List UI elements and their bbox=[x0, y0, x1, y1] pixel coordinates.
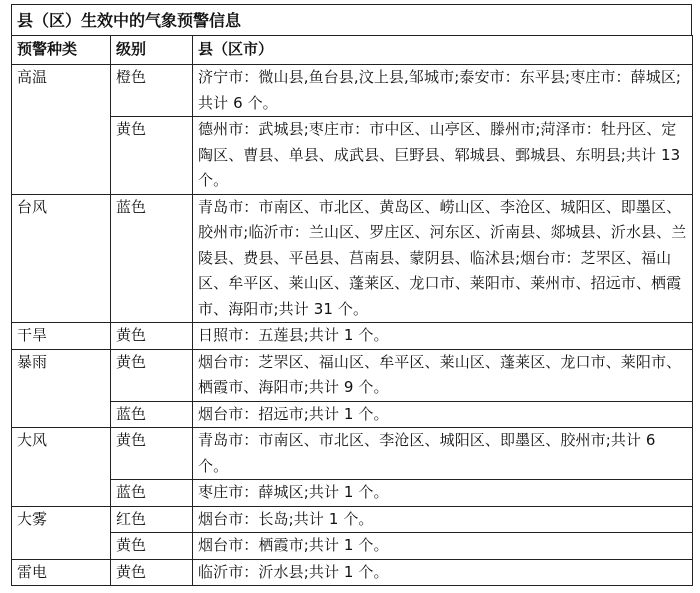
warning-type-cell: 台风 bbox=[12, 194, 111, 323]
warning-type-cell: 干旱 bbox=[12, 323, 111, 350]
county-cell: 济宁市：微山县,鱼台县,汶上县,邹城市;泰安市：东平县;枣庄市：薛城区;共计 6 个。 bbox=[193, 65, 693, 117]
level-cell: 黄色 bbox=[111, 533, 193, 560]
table-title: 县（区）生效中的气象预警信息 bbox=[11, 4, 692, 35]
table-row bbox=[12, 323, 693, 350]
county-cell: 青岛市：市南区、市北区、黄岛区、崂山区、李沧区、城阳区、即墨区、胶州市;临沂市：兰山区、罗庄区、河东区、沂南县、郯城县、沂水县、兰陵县、费县、平邑县、莒南县、蒙阴县、临沭县;烟台市：芝罘区、福山区、牟平区、莱山区、蓬莱区、龙口市、莱阳市、莱州市、招远市、栖霞市、海阳市;共计 31 个。 bbox=[193, 194, 693, 323]
county-cell: 烟台市：招远市;共计 1 个。 bbox=[193, 401, 693, 428]
warning-type-cell: 大风 bbox=[12, 428, 111, 507]
warning-type-cell: 暴雨 bbox=[12, 349, 111, 428]
county-cell: 临沂市：沂水县;共计 1 个。 bbox=[193, 559, 693, 586]
county-cell: 日照市：五莲县;共计 1 个。 bbox=[193, 323, 693, 350]
table-row bbox=[12, 533, 693, 560]
table-row bbox=[12, 559, 693, 586]
county-cell: 烟台市：栖霞市;共计 1 个。 bbox=[193, 533, 693, 560]
level-cell: 黄色 bbox=[111, 117, 193, 195]
table-row bbox=[12, 65, 693, 117]
level-cell: 蓝色 bbox=[111, 401, 193, 428]
level-cell: 蓝色 bbox=[111, 480, 193, 507]
level-cell: 红色 bbox=[111, 506, 193, 533]
warning-table bbox=[11, 35, 693, 586]
level-cell: 黄色 bbox=[111, 323, 193, 350]
county-cell: 烟台市：长岛;共计 1 个。 bbox=[193, 506, 693, 533]
header-county: 县（区市） bbox=[193, 36, 693, 65]
table-row bbox=[12, 428, 693, 480]
table-row bbox=[12, 401, 693, 428]
header-level: 级别 bbox=[111, 36, 193, 65]
warning-type-cell: 高温 bbox=[12, 65, 111, 195]
county-cell: 烟台市：芝罘区、福山区、牟平区、莱山区、蓬莱区、龙口市、莱阳市、栖霞市、海阳市;共计 9 个。 bbox=[193, 349, 693, 401]
warning-type-cell: 大雾 bbox=[12, 506, 111, 559]
county-cell: 青岛市：市南区、市北区、李沧区、城阳区、即墨区、胶州市;共计 6 个。 bbox=[193, 428, 693, 480]
level-cell: 黄色 bbox=[111, 349, 193, 401]
warning-table-container bbox=[11, 4, 692, 586]
county-cell: 德州市：武城县;枣庄市：市中区、山亭区、滕州市;菏泽市：牡丹区、定陶区、曹县、单县、成武县、巨野县、郓城县、鄄城县、东明县;共计 13 个。 bbox=[193, 117, 693, 195]
county-cell: 枣庄市：薛城区;共计 1 个。 bbox=[193, 480, 693, 507]
table-row bbox=[12, 506, 693, 533]
level-cell: 黄色 bbox=[111, 428, 193, 480]
header-row bbox=[12, 36, 693, 65]
table-row bbox=[12, 117, 693, 195]
level-cell: 蓝色 bbox=[111, 194, 193, 323]
header-warning-type: 预警种类 bbox=[12, 36, 111, 65]
table-row bbox=[12, 480, 693, 507]
level-cell: 黄色 bbox=[111, 559, 193, 586]
warning-type-cell: 雷电 bbox=[12, 559, 111, 586]
level-cell: 橙色 bbox=[111, 65, 193, 117]
table-row bbox=[12, 349, 693, 401]
table-row bbox=[12, 194, 693, 323]
